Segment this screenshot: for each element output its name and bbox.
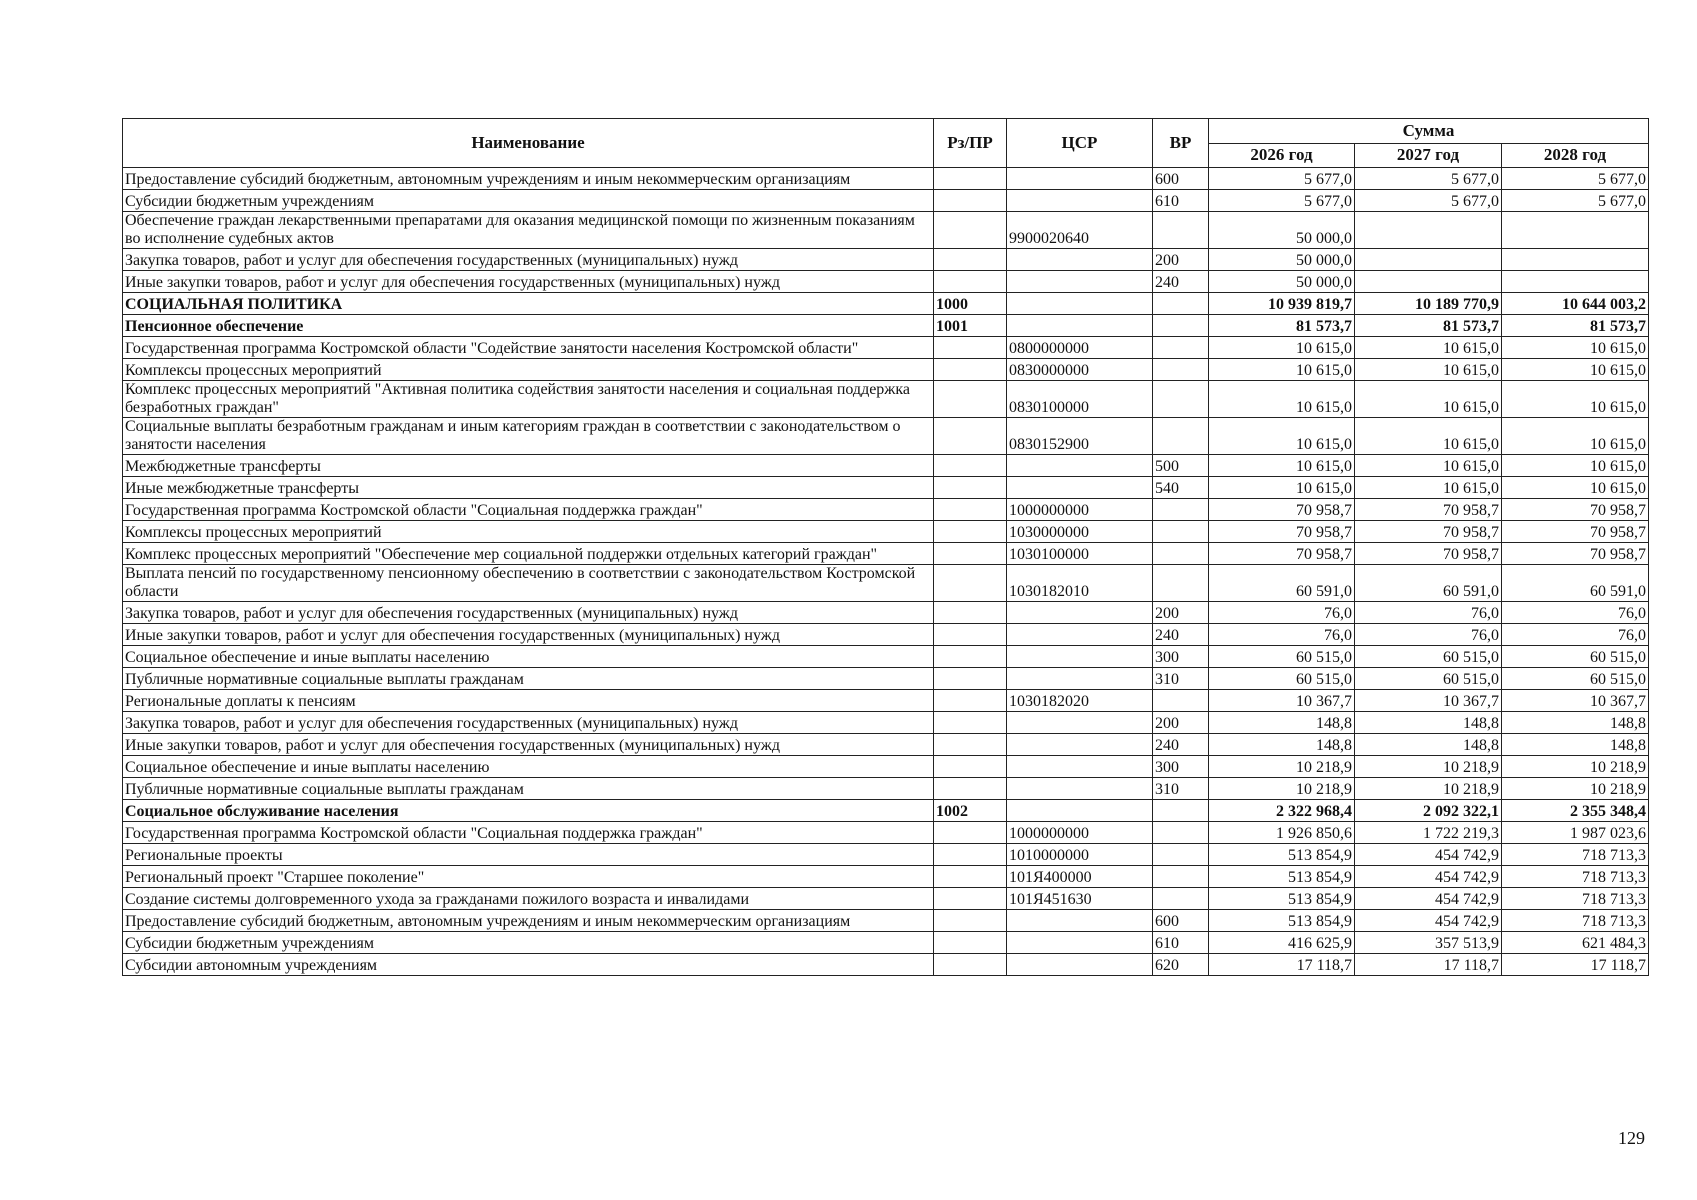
cell-csr	[1007, 624, 1153, 646]
cell-name: Государственная программа Костромской области "Содействие занятости населения Костромской области"	[123, 337, 934, 359]
cell-name: Пенсионное обеспечение	[123, 315, 934, 337]
cell-sum-2028: 60 515,0	[1502, 668, 1649, 690]
cell-name: Публичные нормативные социальные выплаты гражданам	[123, 778, 934, 800]
cell-sum-2027: 76,0	[1355, 602, 1502, 624]
header-year-2026: 2026 год	[1209, 143, 1355, 168]
cell-sum-2026: 60 515,0	[1209, 668, 1355, 690]
cell-sum-2028: 70 958,7	[1502, 521, 1649, 543]
cell-vr	[1153, 844, 1209, 866]
cell-vr: 240	[1153, 734, 1209, 756]
cell-rz-pr	[934, 271, 1007, 293]
cell-sum-2026: 5 677,0	[1209, 168, 1355, 190]
cell-sum-2027: 10 615,0	[1355, 418, 1502, 455]
cell-vr	[1153, 212, 1209, 249]
cell-sum-2026: 70 958,7	[1209, 521, 1355, 543]
cell-sum-2027: 60 591,0	[1355, 565, 1502, 602]
cell-sum-2027: 10 615,0	[1355, 337, 1502, 359]
cell-csr	[1007, 800, 1153, 822]
table-row	[123, 521, 1649, 543]
cell-rz-pr: 1002	[934, 800, 1007, 822]
cell-rz-pr	[934, 668, 1007, 690]
cell-sum-2028: 10 615,0	[1502, 418, 1649, 455]
cell-sum-2028: 10 644 003,2	[1502, 293, 1649, 315]
table-row	[123, 888, 1649, 910]
cell-sum-2028: 718 713,3	[1502, 866, 1649, 888]
cell-sum-2026: 50 000,0	[1209, 271, 1355, 293]
cell-sum-2028: 17 118,7	[1502, 954, 1649, 976]
table-row	[123, 866, 1649, 888]
table-row	[123, 249, 1649, 271]
cell-csr: 101Я400000	[1007, 866, 1153, 888]
cell-csr: 1000000000	[1007, 822, 1153, 844]
cell-sum-2028	[1502, 212, 1649, 249]
cell-sum-2026: 50 000,0	[1209, 249, 1355, 271]
cell-csr: 1000000000	[1007, 499, 1153, 521]
cell-vr: 300	[1153, 646, 1209, 668]
table-row	[123, 756, 1649, 778]
cell-vr	[1153, 690, 1209, 712]
cell-sum-2026: 76,0	[1209, 602, 1355, 624]
cell-name: Комплекс процессных мероприятий "Активная политика содействия занятости населения и социальная поддержка безработных граждан"	[123, 381, 934, 418]
cell-sum-2026: 17 118,7	[1209, 954, 1355, 976]
cell-sum-2026: 10 615,0	[1209, 455, 1355, 477]
cell-sum-2027: 70 958,7	[1355, 499, 1502, 521]
cell-rz-pr	[934, 866, 1007, 888]
table-row	[123, 565, 1649, 602]
cell-name: Создание системы долговременного ухода за гражданами пожилого возраста и инвалидами	[123, 888, 934, 910]
budget-table	[122, 118, 1649, 976]
cell-sum-2027: 2 092 322,1	[1355, 800, 1502, 822]
cell-sum-2027: 10 189 770,9	[1355, 293, 1502, 315]
table-row	[123, 271, 1649, 293]
header-csr: ЦСР	[1007, 119, 1153, 168]
cell-vr: 240	[1153, 624, 1209, 646]
cell-name: Иные межбюджетные трансферты	[123, 477, 934, 499]
cell-rz-pr	[934, 844, 1007, 866]
cell-sum-2028: 5 677,0	[1502, 190, 1649, 212]
table-row	[123, 168, 1649, 190]
cell-sum-2028: 70 958,7	[1502, 543, 1649, 565]
cell-sum-2027: 10 615,0	[1355, 381, 1502, 418]
cell-sum-2026: 416 625,9	[1209, 932, 1355, 954]
cell-vr: 500	[1153, 455, 1209, 477]
cell-csr	[1007, 168, 1153, 190]
cell-sum-2028: 148,8	[1502, 734, 1649, 756]
cell-sum-2028: 621 484,3	[1502, 932, 1649, 954]
cell-vr: 300	[1153, 756, 1209, 778]
cell-sum-2026: 70 958,7	[1209, 543, 1355, 565]
cell-name: Субсидии бюджетным учреждениям	[123, 190, 934, 212]
cell-name: Социальное обеспечение и иные выплаты населению	[123, 756, 934, 778]
cell-name: Публичные нормативные социальные выплаты гражданам	[123, 668, 934, 690]
table-row	[123, 359, 1649, 381]
cell-sum-2028: 148,8	[1502, 712, 1649, 734]
cell-name: Предоставление субсидий бюджетным, автономным учреждениям и иным некоммерческим организациям	[123, 168, 934, 190]
cell-name: СОЦИАЛЬНАЯ ПОЛИТИКА	[123, 293, 934, 315]
page-number: 129	[1618, 1128, 1645, 1148]
table-row	[123, 315, 1649, 337]
cell-vr: 610	[1153, 190, 1209, 212]
cell-name: Комплексы процессных мероприятий	[123, 521, 934, 543]
cell-sum-2027: 454 742,9	[1355, 844, 1502, 866]
cell-csr	[1007, 668, 1153, 690]
cell-sum-2028: 76,0	[1502, 624, 1649, 646]
cell-sum-2027	[1355, 249, 1502, 271]
cell-rz-pr	[934, 521, 1007, 543]
cell-name: Межбюджетные трансферты	[123, 455, 934, 477]
header-name: Наименование	[123, 119, 934, 168]
cell-name: Субсидии автономным учреждениям	[123, 954, 934, 976]
cell-vr: 200	[1153, 602, 1209, 624]
cell-csr	[1007, 954, 1153, 976]
cell-sum-2026: 5 677,0	[1209, 190, 1355, 212]
cell-rz-pr	[934, 602, 1007, 624]
cell-rz-pr	[934, 543, 1007, 565]
cell-rz-pr	[934, 646, 1007, 668]
cell-sum-2026: 10 615,0	[1209, 359, 1355, 381]
cell-name: Государственная программа Костромской области "Социальная поддержка граждан"	[123, 822, 934, 844]
cell-csr: 1010000000	[1007, 844, 1153, 866]
cell-sum-2026: 513 854,9	[1209, 888, 1355, 910]
cell-rz-pr	[934, 455, 1007, 477]
cell-rz-pr	[934, 888, 1007, 910]
cell-vr	[1153, 381, 1209, 418]
cell-name: Закупка товаров, работ и услуг для обеспечения государственных (муниципальных) нужд	[123, 249, 934, 271]
table-row	[123, 646, 1649, 668]
cell-sum-2028: 10 367,7	[1502, 690, 1649, 712]
cell-sum-2027: 10 615,0	[1355, 359, 1502, 381]
cell-csr: 1030100000	[1007, 543, 1153, 565]
table-row	[123, 668, 1649, 690]
table-row	[123, 418, 1649, 455]
header-rz: Рз/ПР	[934, 119, 1007, 168]
cell-sum-2028: 1 987 023,6	[1502, 822, 1649, 844]
cell-sum-2027: 10 218,9	[1355, 756, 1502, 778]
table-row	[123, 844, 1649, 866]
cell-csr: 0830000000	[1007, 359, 1153, 381]
table-row	[123, 800, 1649, 822]
cell-sum-2027: 148,8	[1355, 734, 1502, 756]
cell-sum-2028: 60 515,0	[1502, 646, 1649, 668]
cell-sum-2026: 60 591,0	[1209, 565, 1355, 602]
cell-sum-2028: 10 615,0	[1502, 337, 1649, 359]
cell-sum-2026: 10 939 819,7	[1209, 293, 1355, 315]
cell-sum-2028	[1502, 271, 1649, 293]
cell-csr	[1007, 712, 1153, 734]
cell-name: Государственная программа Костромской области "Социальная поддержка граждан"	[123, 499, 934, 521]
cell-sum-2027: 81 573,7	[1355, 315, 1502, 337]
cell-vr	[1153, 866, 1209, 888]
cell-csr: 0830152900	[1007, 418, 1153, 455]
cell-vr: 610	[1153, 932, 1209, 954]
cell-name: Закупка товаров, работ и услуг для обеспечения государственных (муниципальных) нужд	[123, 712, 934, 734]
cell-name: Иные закупки товаров, работ и услуг для обеспечения государственных (муниципальных) нужд	[123, 624, 934, 646]
cell-rz-pr	[934, 477, 1007, 499]
cell-vr: 200	[1153, 249, 1209, 271]
cell-sum-2028: 76,0	[1502, 602, 1649, 624]
header-year-2028: 2028 год	[1502, 143, 1649, 168]
cell-csr: 1030000000	[1007, 521, 1153, 543]
cell-rz-pr	[934, 778, 1007, 800]
cell-name: Обеспечение граждан лекарственными препаратами для оказания медицинской помощи по жизненным показаниям во исполнение судебных актов	[123, 212, 934, 249]
cell-vr	[1153, 293, 1209, 315]
cell-csr	[1007, 455, 1153, 477]
cell-rz-pr	[934, 910, 1007, 932]
cell-rz-pr	[934, 381, 1007, 418]
cell-name: Комплекс процессных мероприятий "Обеспечение мер социальной поддержки отдельных категорий граждан"	[123, 543, 934, 565]
cell-sum-2027	[1355, 271, 1502, 293]
table-row	[123, 212, 1649, 249]
cell-vr	[1153, 359, 1209, 381]
cell-sum-2027: 10 615,0	[1355, 455, 1502, 477]
cell-csr	[1007, 315, 1153, 337]
cell-vr: 600	[1153, 168, 1209, 190]
cell-sum-2026: 513 854,9	[1209, 910, 1355, 932]
cell-sum-2026: 50 000,0	[1209, 212, 1355, 249]
cell-sum-2027: 70 958,7	[1355, 543, 1502, 565]
table-row	[123, 477, 1649, 499]
cell-vr: 310	[1153, 778, 1209, 800]
cell-sum-2026: 70 958,7	[1209, 499, 1355, 521]
table-row	[123, 690, 1649, 712]
cell-sum-2027: 357 513,9	[1355, 932, 1502, 954]
cell-rz-pr: 1001	[934, 315, 1007, 337]
table-row	[123, 337, 1649, 359]
cell-vr: 540	[1153, 477, 1209, 499]
cell-sum-2028: 60 591,0	[1502, 565, 1649, 602]
cell-vr: 620	[1153, 954, 1209, 976]
cell-sum-2026: 10 218,9	[1209, 756, 1355, 778]
cell-rz-pr	[934, 756, 1007, 778]
cell-sum-2026: 81 573,7	[1209, 315, 1355, 337]
cell-vr	[1153, 521, 1209, 543]
cell-csr	[1007, 756, 1153, 778]
cell-sum-2027: 76,0	[1355, 624, 1502, 646]
cell-sum-2026: 1 926 850,6	[1209, 822, 1355, 844]
cell-vr: 600	[1153, 910, 1209, 932]
cell-sum-2026: 76,0	[1209, 624, 1355, 646]
cell-name: Региональный проект "Старшее поколение"	[123, 866, 934, 888]
cell-rz-pr	[934, 690, 1007, 712]
cell-sum-2026: 513 854,9	[1209, 844, 1355, 866]
cell-sum-2026: 10 367,7	[1209, 690, 1355, 712]
cell-csr	[1007, 271, 1153, 293]
cell-sum-2026: 148,8	[1209, 712, 1355, 734]
cell-sum-2026: 10 615,0	[1209, 418, 1355, 455]
cell-name: Региональные доплаты к пенсиям	[123, 690, 934, 712]
table-row	[123, 543, 1649, 565]
cell-csr: 0800000000	[1007, 337, 1153, 359]
cell-sum-2028: 81 573,7	[1502, 315, 1649, 337]
cell-vr	[1153, 499, 1209, 521]
cell-name: Субсидии бюджетным учреждениям	[123, 932, 934, 954]
table-row	[123, 190, 1649, 212]
table-row	[123, 499, 1649, 521]
cell-sum-2028	[1502, 249, 1649, 271]
cell-sum-2027: 1 722 219,3	[1355, 822, 1502, 844]
cell-sum-2028: 10 615,0	[1502, 477, 1649, 499]
table-row	[123, 712, 1649, 734]
cell-sum-2027: 17 118,7	[1355, 954, 1502, 976]
cell-sum-2028: 718 713,3	[1502, 844, 1649, 866]
cell-rz-pr	[934, 624, 1007, 646]
cell-sum-2026: 10 615,0	[1209, 477, 1355, 499]
cell-vr	[1153, 315, 1209, 337]
cell-sum-2027	[1355, 212, 1502, 249]
cell-vr: 310	[1153, 668, 1209, 690]
cell-sum-2027: 10 367,7	[1355, 690, 1502, 712]
cell-rz-pr	[934, 359, 1007, 381]
table-row	[123, 822, 1649, 844]
cell-sum-2027: 60 515,0	[1355, 668, 1502, 690]
cell-sum-2027: 10 218,9	[1355, 778, 1502, 800]
table-row	[123, 602, 1649, 624]
cell-sum-2027: 10 615,0	[1355, 477, 1502, 499]
cell-csr: 1030182010	[1007, 565, 1153, 602]
cell-rz-pr	[934, 337, 1007, 359]
table-row	[123, 381, 1649, 418]
cell-rz-pr: 1000	[934, 293, 1007, 315]
cell-csr	[1007, 910, 1153, 932]
cell-sum-2026: 10 615,0	[1209, 337, 1355, 359]
cell-sum-2028: 718 713,3	[1502, 888, 1649, 910]
cell-vr	[1153, 418, 1209, 455]
cell-sum-2028: 10 615,0	[1502, 381, 1649, 418]
cell-csr	[1007, 477, 1153, 499]
cell-sum-2028: 10 218,9	[1502, 756, 1649, 778]
cell-rz-pr	[934, 418, 1007, 455]
table-row	[123, 455, 1649, 477]
cell-name: Иные закупки товаров, работ и услуг для обеспечения государственных (муниципальных) нужд	[123, 271, 934, 293]
header-sum: Сумма	[1209, 119, 1649, 144]
cell-sum-2028: 10 615,0	[1502, 359, 1649, 381]
cell-sum-2027: 5 677,0	[1355, 190, 1502, 212]
table-row	[123, 624, 1649, 646]
cell-rz-pr	[934, 212, 1007, 249]
cell-sum-2027: 70 958,7	[1355, 521, 1502, 543]
table-header	[123, 119, 1649, 168]
cell-name: Социальные выплаты безработным гражданам и иным категориям граждан в соответствии с законодательством о занятости населения	[123, 418, 934, 455]
cell-name: Предоставление субсидий бюджетным, автономным учреждениям и иным некоммерческим организациям	[123, 910, 934, 932]
cell-csr: 0830100000	[1007, 381, 1153, 418]
cell-csr	[1007, 249, 1153, 271]
cell-name: Иные закупки товаров, работ и услуг для обеспечения государственных (муниципальных) нужд	[123, 734, 934, 756]
header-vr: ВР	[1153, 119, 1209, 168]
cell-csr	[1007, 932, 1153, 954]
cell-name: Закупка товаров, работ и услуг для обеспечения государственных (муниципальных) нужд	[123, 602, 934, 624]
cell-rz-pr	[934, 190, 1007, 212]
table-row	[123, 910, 1649, 932]
cell-vr: 240	[1153, 271, 1209, 293]
cell-rz-pr	[934, 499, 1007, 521]
cell-csr	[1007, 602, 1153, 624]
cell-vr	[1153, 888, 1209, 910]
table-body	[123, 168, 1649, 976]
cell-rz-pr	[934, 734, 1007, 756]
cell-csr: 101Я451630	[1007, 888, 1153, 910]
cell-name: Выплата пенсий по государственному пенсионному обеспечению в соответствии с законодательством Костромской области	[123, 565, 934, 602]
cell-rz-pr	[934, 954, 1007, 976]
table-row	[123, 293, 1649, 315]
cell-csr	[1007, 190, 1153, 212]
table-row	[123, 734, 1649, 756]
cell-sum-2027: 454 742,9	[1355, 888, 1502, 910]
cell-sum-2027: 148,8	[1355, 712, 1502, 734]
cell-sum-2027: 60 515,0	[1355, 646, 1502, 668]
cell-sum-2028: 2 355 348,4	[1502, 800, 1649, 822]
cell-rz-pr	[934, 565, 1007, 602]
cell-sum-2027: 454 742,9	[1355, 910, 1502, 932]
cell-vr	[1153, 800, 1209, 822]
cell-rz-pr	[934, 249, 1007, 271]
header-year-2027: 2027 год	[1355, 143, 1502, 168]
cell-csr	[1007, 293, 1153, 315]
cell-csr: 9900020640	[1007, 212, 1153, 249]
cell-rz-pr	[934, 822, 1007, 844]
cell-sum-2026: 10 218,9	[1209, 778, 1355, 800]
cell-sum-2028: 10 218,9	[1502, 778, 1649, 800]
table-row	[123, 778, 1649, 800]
cell-vr	[1153, 565, 1209, 602]
cell-sum-2026: 2 322 968,4	[1209, 800, 1355, 822]
cell-rz-pr	[934, 932, 1007, 954]
cell-vr: 200	[1153, 712, 1209, 734]
cell-vr	[1153, 543, 1209, 565]
cell-vr	[1153, 337, 1209, 359]
cell-name: Региональные проекты	[123, 844, 934, 866]
cell-vr	[1153, 822, 1209, 844]
cell-sum-2026: 60 515,0	[1209, 646, 1355, 668]
cell-sum-2028: 718 713,3	[1502, 910, 1649, 932]
cell-sum-2028: 70 958,7	[1502, 499, 1649, 521]
cell-name: Социальное обслуживание населения	[123, 800, 934, 822]
cell-sum-2026: 513 854,9	[1209, 866, 1355, 888]
cell-csr: 1030182020	[1007, 690, 1153, 712]
cell-csr	[1007, 778, 1153, 800]
cell-name: Социальное обеспечение и иные выплаты населению	[123, 646, 934, 668]
cell-rz-pr	[934, 712, 1007, 734]
cell-sum-2028: 10 615,0	[1502, 455, 1649, 477]
cell-sum-2027: 5 677,0	[1355, 168, 1502, 190]
cell-sum-2027: 454 742,9	[1355, 866, 1502, 888]
table-row	[123, 932, 1649, 954]
cell-sum-2026: 148,8	[1209, 734, 1355, 756]
cell-name: Комплексы процессных мероприятий	[123, 359, 934, 381]
cell-sum-2026: 10 615,0	[1209, 381, 1355, 418]
cell-csr	[1007, 646, 1153, 668]
table-row	[123, 954, 1649, 976]
cell-csr	[1007, 734, 1153, 756]
cell-sum-2028: 5 677,0	[1502, 168, 1649, 190]
cell-rz-pr	[934, 168, 1007, 190]
